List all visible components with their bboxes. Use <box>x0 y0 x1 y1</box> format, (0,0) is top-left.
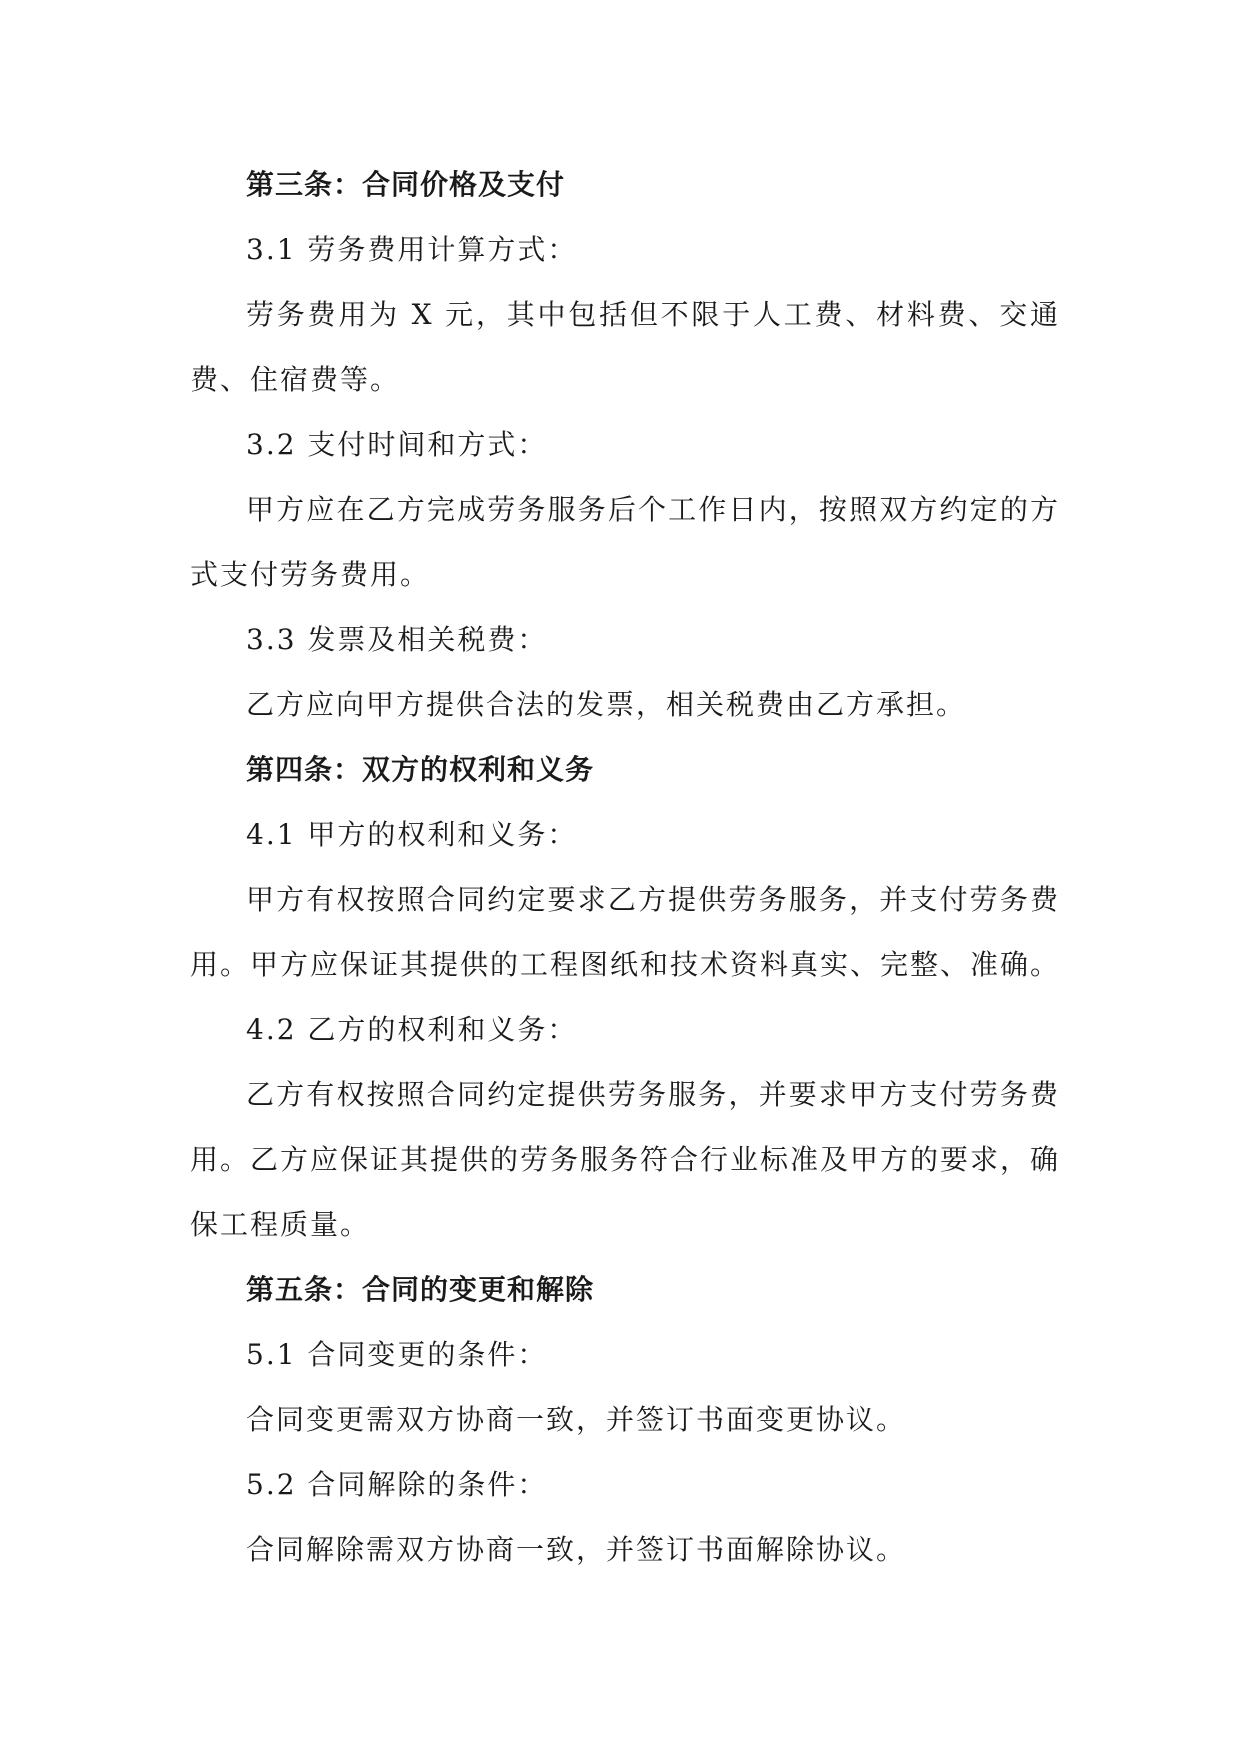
clause-label: 5.1 合同变更的条件： <box>246 1338 548 1371</box>
clause-label: 4.2 乙方的权利和义务： <box>246 1013 578 1046</box>
clause-text: 合同变更需双方协商一致，并签订书面变更协议。 <box>246 1403 907 1436</box>
clause-text: 甲方应在乙方完成劳务服务后个工作日内，按照双方约定的方式支付劳务费用。 <box>190 493 1060 591</box>
clause-label: 5.2 合同解除的条件： <box>246 1468 548 1501</box>
clause-text: 劳务费用为 X 元，其中包括但不限于人工费、材料费、交通费、住宿费等。 <box>190 298 1060 396</box>
clause-label: 4.1 甲方的权利和义务： <box>246 818 578 851</box>
section-heading: 第三条：合同价格及支付 <box>246 168 566 201</box>
section-heading: 第五条：合同的变更和解除 <box>246 1273 595 1306</box>
clause-text: 乙方有权按照合同约定提供劳务服务，并要求甲方支付劳务费用。乙方应保证其提供的劳务服务符合行业标准及甲方的要求，确保工程质量。 <box>190 1078 1061 1241</box>
clause-label: 3.1 劳务费用计算方式： <box>246 233 578 266</box>
clause-label: 3.3 发票及相关税费： <box>246 623 548 656</box>
section-heading: 第四条：双方的权利和义务 <box>246 753 595 786</box>
clause-text: 甲方有权按照合同约定要求乙方提供劳务服务，并支付劳务费用。甲方应保证其提供的工程图纸和技术资料真实、完整、准确。 <box>190 883 1061 981</box>
contract-body <box>190 152 1060 1582</box>
clause-text: 合同解除需双方协商一致，并签订书面解除协议。 <box>246 1533 907 1566</box>
clause-label: 3.2 支付时间和方式： <box>246 428 548 461</box>
clause-text: 乙方应向甲方提供合法的发票，相关税费由乙方承担。 <box>246 688 967 721</box>
